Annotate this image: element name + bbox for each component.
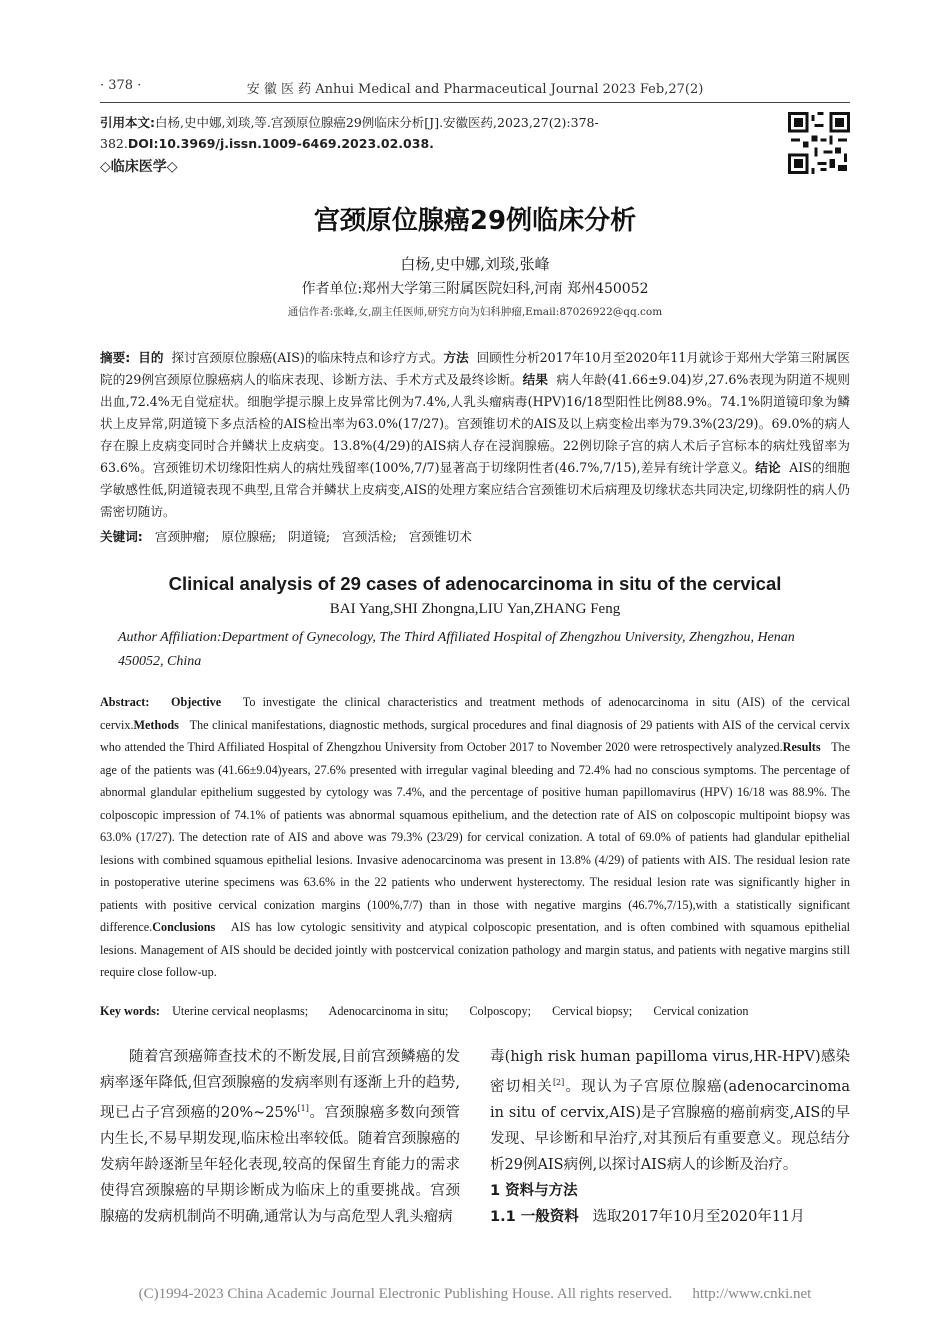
subsection <box>490 1204 850 1230</box>
doi[interactable]: 10.3969/j.issn.1009-6469.2023.02.038. <box>158 136 434 151</box>
paragraph-text: 。现认为子宫原位腺癌(adenocarcinoma in situ of cervix,AIS)是子宫腺癌的癌前病变,AIS的早发现、早诊断和早治疗,对其预后有重要意义。现总结分析29例AIS病例,以探讨AIS病人的诊断及治疗。 <box>490 1078 850 1173</box>
conclusion-text: AIS has low cytologic sensitivity and atypical colposcopic presentation, and is often combined with squamous epithelial lesions. Management of AIS should be decided jointly with postcervical conization pathology and margin status, and patients with negative margins still require close follow-up. <box>100 920 850 979</box>
abstract-label: Abstract: <box>100 695 150 709</box>
qr-code-icon[interactable] <box>788 112 850 174</box>
paragraph <box>490 1044 850 1178</box>
abstract-label: 摘要: <box>100 350 131 365</box>
keyword: Uterine cervical neoplasms; <box>172 1004 309 1018</box>
keyword: 阴道镜; <box>288 529 331 544</box>
abstract-english <box>100 691 850 984</box>
keyword: Colposcopy; <box>469 1004 532 1018</box>
journal-name: 安 徽 医 药 Anhui Medical and Pharmaceutical Journal 2023 Feb,27(2) <box>246 82 704 97</box>
reference-link[interactable]: [2] <box>552 1078 565 1087</box>
objective-text: To investigate the clinical characteristics and treatment methods of adenocarcinoma in situ (AIS) of the cervical cervix. <box>100 695 851 732</box>
copyright-text: (C)1994-2023 China Academic Journal Electronic Publishing House. All rights reserved. <box>138 1286 673 1302</box>
corresponding-author: 通信作者:张峰,女,副主任医师,研究方向为妇科肿瘤,Email:87026922@qq.com <box>287 306 663 318</box>
citation <box>100 112 780 154</box>
conclusion-label: Conclusions <box>152 920 216 934</box>
paragraph <box>100 1044 460 1230</box>
article-title: 宫颈原位腺癌29例临床分析 <box>313 206 637 236</box>
keywords-chinese <box>100 526 850 545</box>
methods-text: 回顾性分析2017年10月至2020年11月就诊于郑州大学第三附属医院的29例宫颈原位腺癌病人的临床表现、诊断方法、手术方式及最终诊断。 <box>100 350 851 387</box>
objective-label: Objective <box>171 695 222 709</box>
keyword: 原位腺癌; <box>221 529 277 544</box>
keywords-english <box>100 1004 850 1019</box>
doi-label: DOI: <box>127 136 159 151</box>
running-header <box>100 78 850 100</box>
affiliation: 作者单位:郑州大学第三附属医院妇科,河南 郑州450052 <box>301 281 649 297</box>
objective-text: 探讨宫颈原位腺癌(AIS)的临床特点和诊疗方式。 <box>171 350 444 365</box>
objective-label: 目的 <box>138 350 164 365</box>
body-column-right <box>490 1044 850 1230</box>
abstract-chinese <box>100 347 850 523</box>
body-column-left <box>100 1044 460 1230</box>
keyword: Cervical biopsy; <box>552 1004 633 1018</box>
results-label: Results <box>782 740 821 754</box>
english-authors: BAI Yang,SHI Zhongna,LIU Yan,ZHANG Feng <box>329 601 621 617</box>
keywords-label: 关键词: <box>100 529 143 544</box>
conclusion-text: AIS的细胞学敏感性低,阴道镜表现不典型,且常合并鳞状上皮病变,AIS的处理方案应结合宫颈锥切术后病理及切缘状态共同决定,切缘阴性的病人仍需密切随访。 <box>100 460 851 519</box>
results-label: 结果 <box>522 372 549 387</box>
section-heading: 1 资料与方法 <box>490 1182 578 1199</box>
paragraph-text: 随着宫颈癌筛查技术的不断发展,目前宫颈鳞癌的发病率逐年降低,但宫颈腺癌的发病率则有逐渐上升的趋势,现已占子宫颈癌的20%~25% <box>100 1049 460 1121</box>
results-text: 病人年龄(41.66±9.04)岁,27.6%表现为阴道不规则出血,72.4%无自觉症状。细胞学提示腺上皮异常比例为7.4%,人乳头瘤病毒(HPV)16/18型阳性比例88.9%。74.1%阴道镜印象为鳞状上皮异常,阴道镜下多点活检的AIS检出率为63.0%(17/27)。宫颈锥切术的AIS及以上病变检出率为79.3%(23/29)。69.0%的病人存在腺上皮病变同时合并鳞状上皮病变。13.8%(4/29)的AIS病人存在浸润腺癌。22例切除子宫的病人术后子宫标本的病灶残留率为63.6%。宫颈锥切术切缘阳性病人的病灶残留率(100%,7/7)显著高于切缘阴性者(46.7%,7/15),差异有统计学意义。 <box>100 372 850 475</box>
keyword: 宫颈活检; <box>342 529 397 544</box>
methods-text: The clinical manifestations, diagnostic methods, surgical procedures and final diagnosis of 29 patients with AIS of the cervical cervix who attended the Third Affiliated Hospital of Zhengzhou University from October 2017 to November 2020 were retrospectively analyzed. <box>100 717 850 754</box>
keyword: Adenocarcinoma in situ; <box>328 1004 449 1018</box>
authors: 白杨,史中娜,刘琰,张峰 <box>400 255 550 273</box>
results-text: The age of the patients was (41.66±9.04)years, 27.6% presented with irregular vaginal bleeding and 72.4% had no conscious symptoms. The percentage of abnormal glandular epithelium suggested by cytology was 7.4%, and the percentage of positive human papillomavirus (HPV) 16/18 was 88.9%. The colposcopic impression of 74.1% of patients was abnormal squamous epithelium, and the detection rate of AIS on colposcopic multipoint biopsy was 63.0% (17/27). The detection rate of AIS and above was 79.3% (23/29) for cervical conization. A total of 69.0% of patients had glandular epithelial lesions with combined squamous epithelial lesions. Invasive adenocarcinoma was present in 13.8% (4/29) of patients with AIS. The residual lesion rate in postoperative uterine specimens was 63.6% in the 22 patients who underwent hysterectomy. The residual lesion rate was significantly higher in patients with positive cervical conization margins (100%,7/7) than in those with negative margins (46.7%,7/15),with a statistically significant difference. <box>100 740 851 934</box>
subsection-heading: 1.1 一般资料 <box>490 1208 579 1225</box>
paragraph-text: 毒(high risk human papilloma virus,HR-HPV)感染密切相关 <box>490 1049 850 1095</box>
english-affiliation: Author Affiliation:Department of Gynecology, The Third Affiliated Hospital of Zhengzhou University, Zhengzhou, Henan 450052, China <box>118 630 795 669</box>
header-rule <box>100 102 850 103</box>
english-title: Clinical analysis of 29 cases of adenocarcinoma in situ of the cervical <box>168 573 782 594</box>
keyword: 宫颈肿瘤; <box>154 529 210 544</box>
methods-label: 方法 <box>443 350 469 365</box>
keyword: Cervical conization <box>653 1004 749 1018</box>
keyword: 宫颈锥切术 <box>408 529 472 544</box>
citation-text: 白杨,史中娜,刘琰,等.宫颈原位腺癌29例临床分析[J].安徽医药,2023,27(2):378-382. <box>100 115 599 151</box>
page-number: · 378 · <box>100 78 142 93</box>
methods-label: Methods <box>133 717 179 732</box>
conclusion-label: 结论 <box>755 460 781 475</box>
reference-link[interactable]: [1] <box>297 1104 309 1113</box>
paragraph-text: 选取2017年10月至2020年11月 <box>592 1208 805 1225</box>
footer-url[interactable]: http://www.cnki.net <box>692 1286 812 1302</box>
paragraph-text: 。宫颈腺癌多数向颈管内生长,不易早期发现,临床检出率较低。随着宫颈腺癌的发病年龄逐渐呈年轻化表现,较高的保留生育能力的需求使得宫颈腺癌的早期诊断成为临床上的重要挑战。宫颈腺癌的发病机制尚不明确,通常认为与高危型人乳头瘤病 <box>100 1104 460 1225</box>
copyright-footer <box>0 1286 950 1303</box>
section-tag: ◇临床医学◇ <box>100 159 178 175</box>
keywords-label: Key words: <box>100 1004 160 1018</box>
citation-label: 引用本文: <box>100 115 155 130</box>
